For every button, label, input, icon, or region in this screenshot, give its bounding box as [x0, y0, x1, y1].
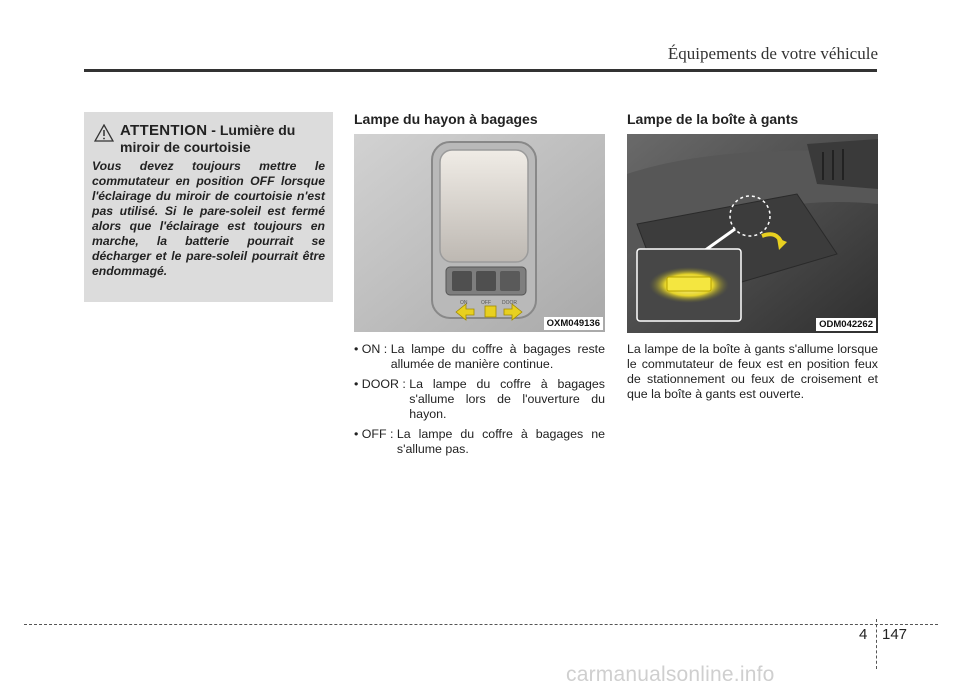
warning-title-sub: - Lumière du miroir de courtoisie [120, 122, 296, 155]
footer-rule [24, 624, 938, 625]
bullet-door-key: • DOOR : [354, 377, 410, 391]
glovebox-lamp-image-label: ODM042262 [816, 318, 876, 331]
cargo-lamp-image-label: OXM049136 [544, 317, 603, 330]
cargo-lamp-heading: Lampe du hayon à bagages [354, 111, 538, 127]
watermark: carmanualsonline.info [566, 663, 775, 686]
cargo-lamp-illustration [354, 134, 605, 332]
glovebox-illustration [627, 134, 878, 333]
cargo-lamp-image [354, 134, 605, 332]
warning-title [120, 122, 325, 156]
switch-label-off: OFF [481, 300, 491, 306]
warning-title-main: ATTENTION [120, 122, 208, 139]
bullet-door [354, 377, 605, 422]
center-square-icon [485, 306, 496, 317]
cargo-lamp-bullets [354, 342, 605, 462]
bullet-off [354, 427, 605, 457]
glovebox-lamp-image [627, 134, 878, 333]
header-rule [84, 69, 877, 72]
switch-label-door: DOOR [502, 300, 517, 306]
glovebox-lamp-heading: Lampe de la boîte à gants [627, 111, 799, 127]
bullet-door-text: La lampe du coffre à bagages s'allume lors de l'ouverture du hayon. [409, 377, 605, 421]
bullet-off-text: La lampe du coffre à bagages ne s'allume pas. [396, 427, 605, 456]
footer-divider [876, 619, 877, 669]
page-number: 147 [882, 626, 908, 643]
chapter-number: 4 [859, 626, 868, 643]
warning-triangle-icon [94, 124, 114, 142]
bullet-on-text: La lampe du coffre à bagages reste allumée de manière continue. [390, 342, 605, 371]
bullet-off-key: • OFF : [354, 427, 397, 441]
bullet-on-key: • ON : [354, 342, 391, 356]
switch-label-on: ON [460, 300, 468, 306]
warning-body: Vous devez toujours mettre le commutateur en position OFF lorsque l'éclairage du miroir de courtoisie n'est pas utilisé. Si le pare-soleil est fermé alors que l'éclairage est toujours en marche, la batterie pourrait se décharger et le pare-soleil pourrait être endommagé. [92, 159, 325, 278]
page-header-title: Équipements de votre véhicule [667, 44, 878, 63]
warning-box [84, 112, 333, 302]
glovebox-lamp-description: La lampe de la boîte à gants s'allume lorsque le commutateur de feux est en position feux de stationnement ou feux de croisement et que la boîte à gants est ouverte. [627, 342, 878, 401]
bullet-on [354, 342, 605, 372]
